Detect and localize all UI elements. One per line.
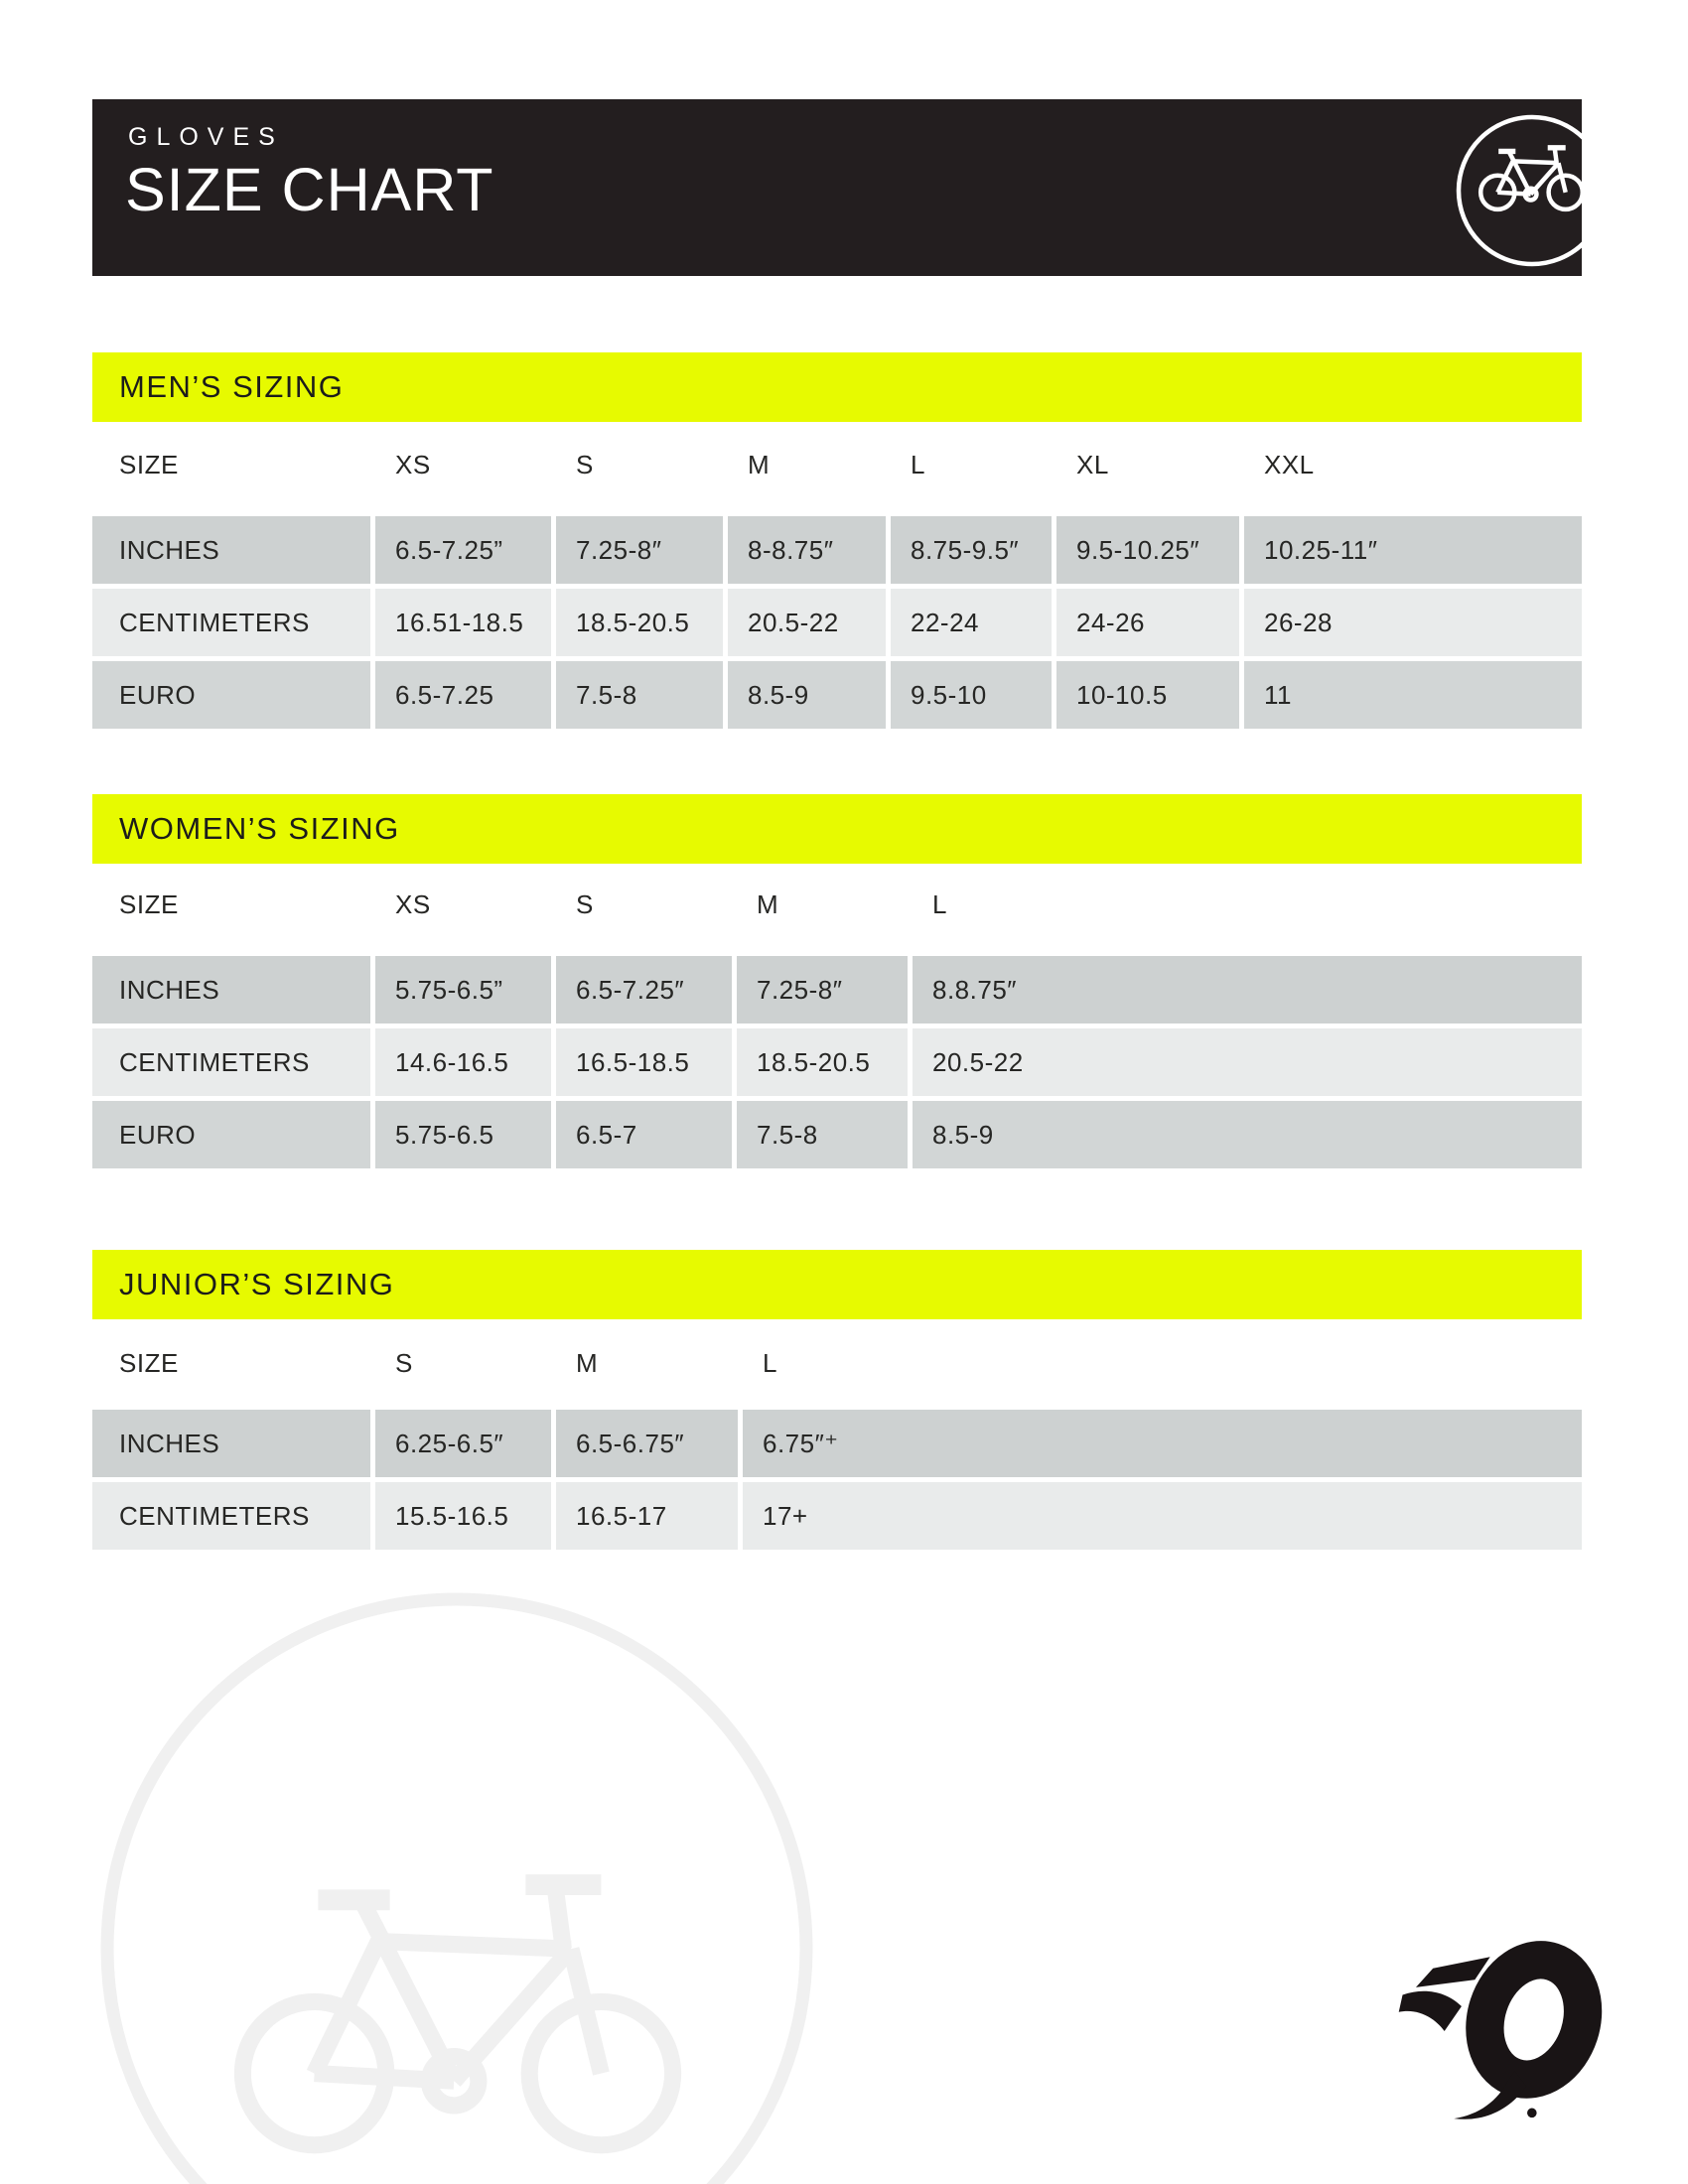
womens-row-centimeters [92,1028,1582,1096]
table-cell: 8-8.75″ [728,516,886,584]
table-cell: 16.5-17 [556,1482,738,1550]
column-header: SIZE [119,1347,179,1378]
section-title-juniors: JUNIOR’S SIZING [119,1267,395,1301]
table-cell: 26-28 [1244,589,1582,656]
table-cell: 9.5-10 [891,661,1052,729]
table-cell: 6.75″⁺ [743,1410,1582,1477]
row-label: CENTIMETERS [92,589,370,656]
column-header: SIZE [119,449,179,479]
table-cell: 24-26 [1056,589,1239,656]
table-cell: 8.75-9.5″ [891,516,1052,584]
bicycle-watermark-icon [94,1586,819,2184]
womens-row-inches [92,956,1582,1024]
column-header: SIZE [119,888,179,919]
table-cell: 8.8.75″ [913,956,1582,1024]
table-cell: 10.25-11″ [1244,516,1582,584]
table-cell: 16.51-18.5 [375,589,551,656]
table-cell: 15.5-16.5 [375,1482,551,1550]
table-cell: 14.6-16.5 [375,1028,551,1096]
header-bar [92,99,1582,276]
table-cell: 7.5-8 [737,1101,908,1168]
bicycle-circle-icon [1453,111,1582,270]
section-title-womens: WOMEN’S SIZING [119,811,400,846]
table-cell: 7.25-8″ [737,956,908,1024]
table-cell: 18.5-20.5 [556,589,723,656]
row-label: INCHES [92,956,370,1024]
womens-column-headers [92,884,1582,925]
juniors-column-headers [92,1342,1582,1384]
row-label: EURO [92,661,370,729]
row-label: CENTIMETERS [92,1028,370,1096]
column-header: XXL [1264,449,1315,479]
column-header: M [757,888,779,919]
pearl-izumi-logo [1388,1940,1622,2120]
mens-column-headers [92,444,1582,485]
table-cell: 10-10.5 [1056,661,1239,729]
column-header: XS [395,888,431,919]
row-label: EURO [92,1101,370,1168]
table-cell: 18.5-20.5 [737,1028,908,1096]
page-title: SIZE CHART [125,156,494,223]
table-cell: 6.5-7.25″ [556,956,732,1024]
section-bar-juniors [92,1250,1582,1319]
mens-row-inches [92,516,1582,584]
table-cell: 6.25-6.5″ [375,1410,551,1477]
table-cell: 20.5-22 [728,589,886,656]
mens-row-centimeters [92,589,1582,656]
column-header: XS [395,449,431,479]
table-cell: 6.5-7.25” [375,516,551,584]
row-label: INCHES [92,516,370,584]
mens-row-euro [92,661,1582,729]
table-cell: 9.5-10.25″ [1056,516,1239,584]
column-header: S [395,1347,413,1378]
juniors-row-inches [92,1410,1582,1477]
column-header: M [748,449,771,479]
table-cell: 8.5-9 [728,661,886,729]
table-cell: 7.5-8 [556,661,723,729]
column-header: XL [1076,449,1109,479]
column-header: L [911,449,925,479]
table-cell: 8.5-9 [913,1101,1582,1168]
column-header: S [576,888,594,919]
table-cell: 6.5-7.25 [375,661,551,729]
column-header: S [576,449,594,479]
table-cell: 5.75-6.5 [375,1101,551,1168]
column-header: L [932,888,947,919]
table-cell: 22-24 [891,589,1052,656]
table-cell: 5.75-6.5” [375,956,551,1024]
table-cell: 7.25-8″ [556,516,723,584]
table-cell: 6.5-6.75″ [556,1410,738,1477]
row-label: INCHES [92,1410,370,1477]
table-cell: 16.5-18.5 [556,1028,732,1096]
row-label: CENTIMETERS [92,1482,370,1550]
table-cell: 11 [1244,661,1582,729]
table-cell: 6.5-7 [556,1101,732,1168]
column-header: L [763,1347,777,1378]
table-cell: 20.5-22 [913,1028,1582,1096]
column-header: M [576,1347,599,1378]
womens-row-euro [92,1101,1582,1168]
juniors-row-centimeters [92,1482,1582,1550]
section-bar-mens [92,352,1582,422]
section-title-mens: MEN’S SIZING [119,369,345,404]
section-bar-womens [92,794,1582,864]
header-category: GLOVES [128,123,284,151]
table-cell: 17+ [743,1482,1582,1550]
